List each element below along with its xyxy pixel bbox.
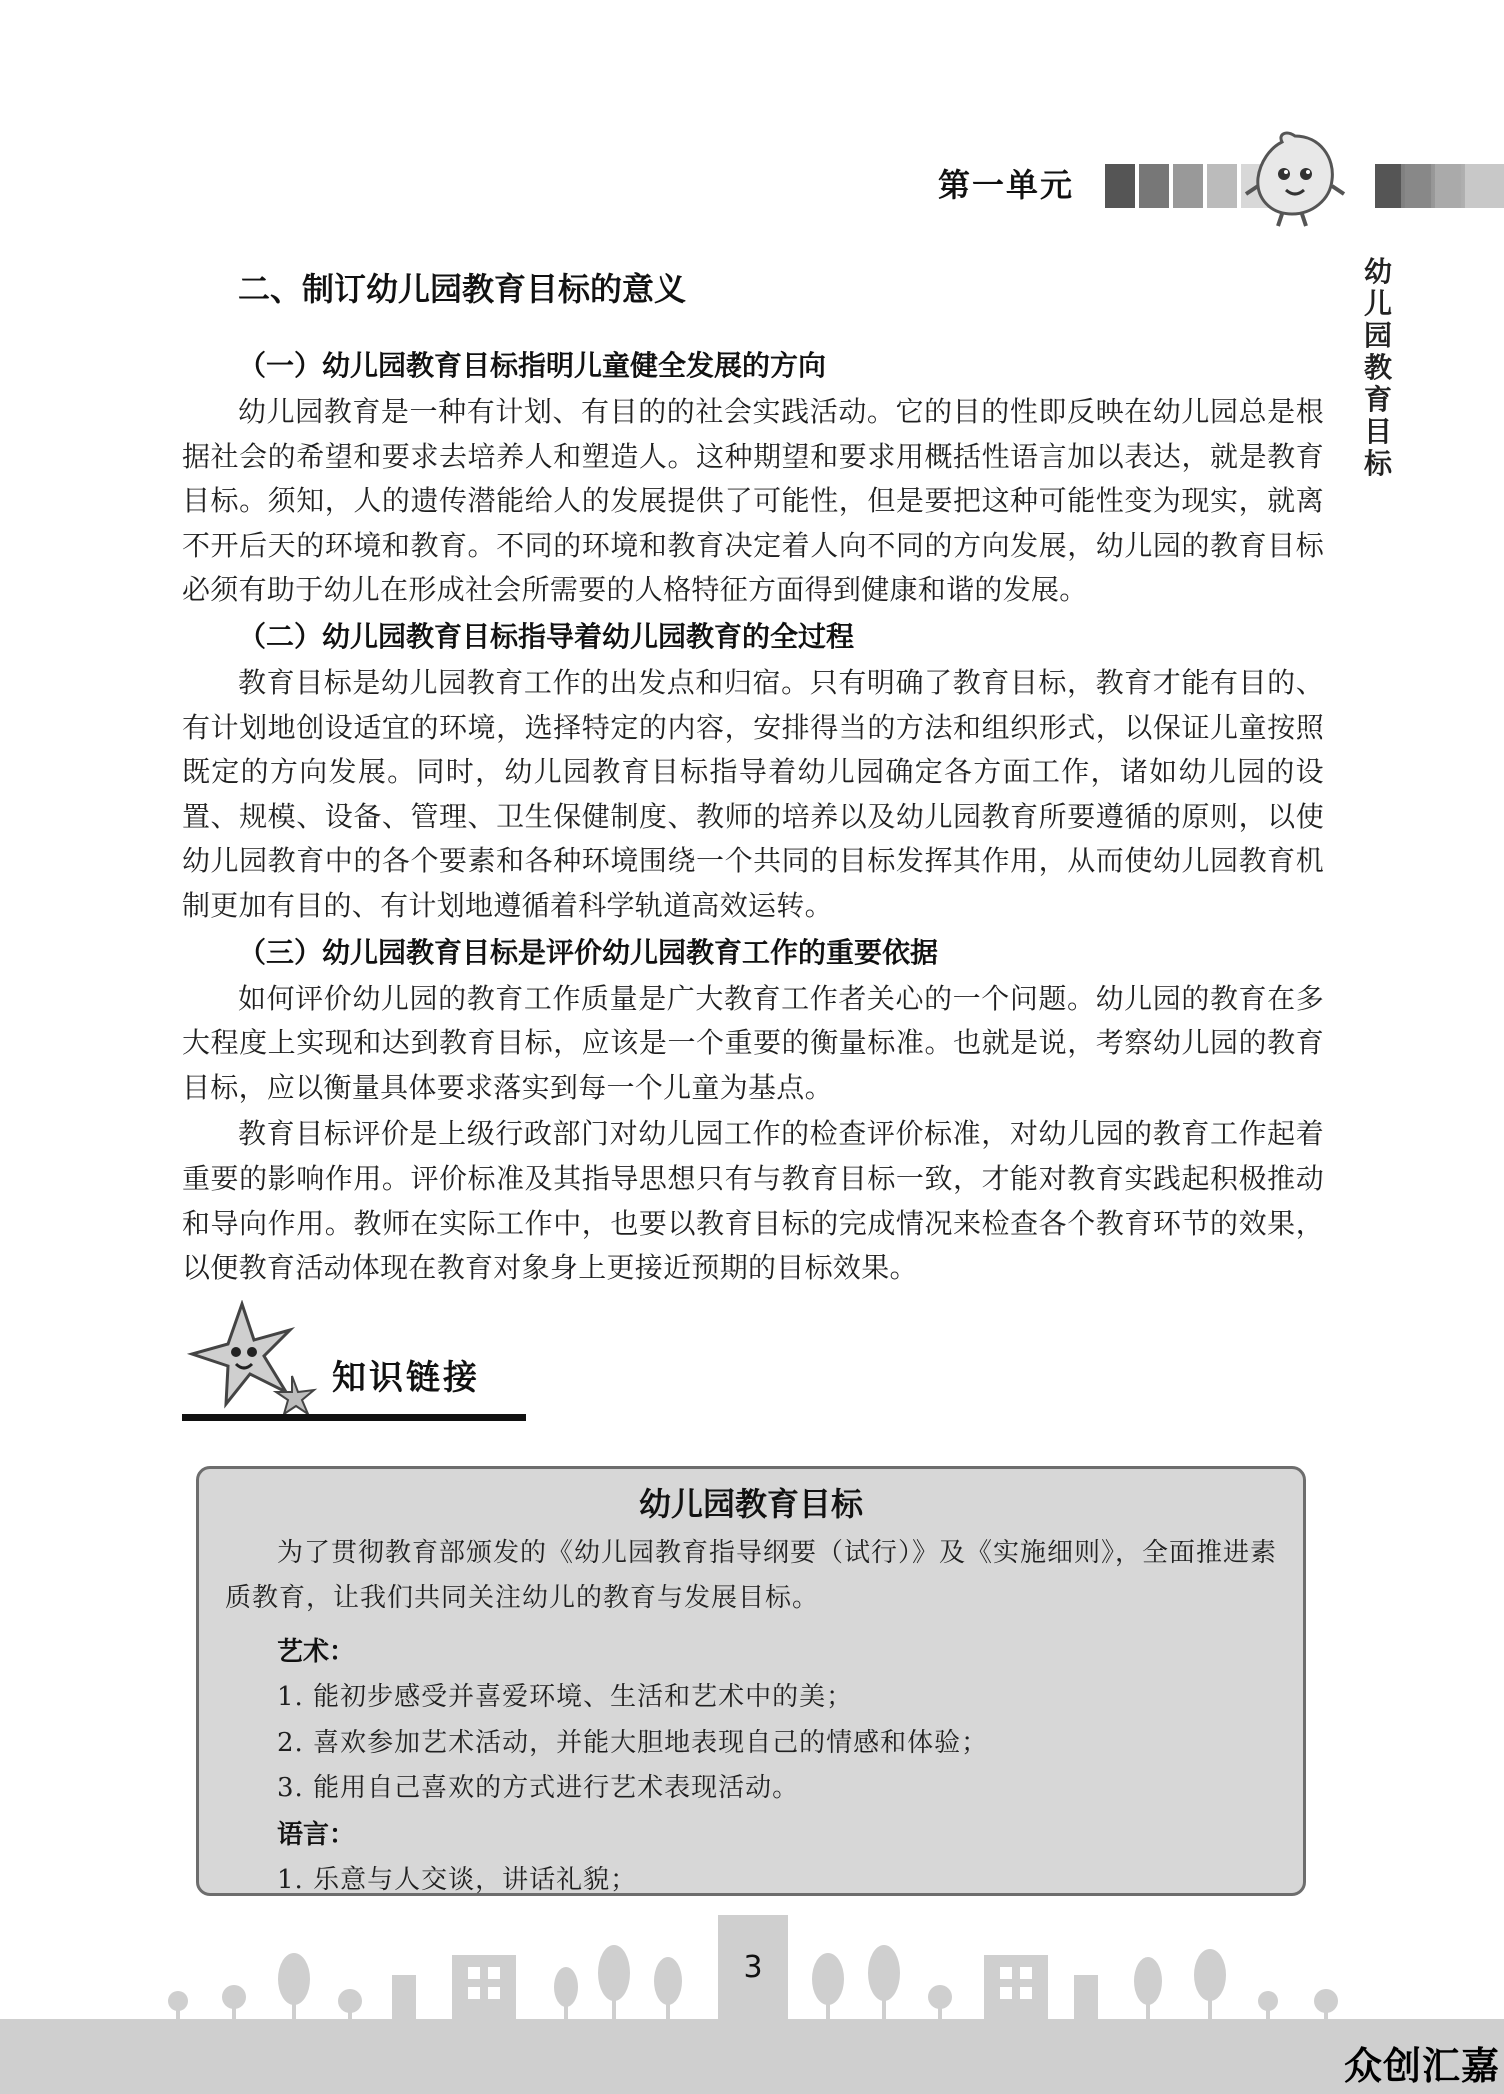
paragraph: 教育目标评价是上级行政部门对幼儿园工作的检查评价标准，对幼儿园的教育工作起着重要的影响作用。评价标准及其指导思想只有与教育目标一致，才能对教育实践起积极推动和导向作用。教师在实际工作中，也要以教育目标的完成情况来检查各个教育环节的效果，以便教育活动体现在教育对象身上更接近预期的目标效果。 xyxy=(182,1117,1324,1285)
paragraph: 教育目标是幼儿园教育工作的出发点和归宿。只有明确了教育目标，教育才能有目的、有计划地创设适宜的环境，选择特定的内容，安排得当的方法和组织形式，以保证儿童按照既定的方向发展。同时，幼儿园教育目标指导着幼儿园确定各方面工作，诸如幼儿园的设置、规模、设备、管理、卫生保健制度、教师的培养以及幼儿园教育所要遵循的原则，以使幼儿园教育中的各个要素和各种环境围绕一个共同的目标发挥其作用，从而使幼儿园教育机制更加有目的、有计划地遵循着科学轨道高效运转。 xyxy=(182,665,1324,922)
knowledge-box xyxy=(196,1466,1306,1896)
page-number: 3 xyxy=(743,1950,763,1985)
box-intro: 为了贯彻教育部颁发的《幼儿园教育指导纲要（试行）》及《实施细则》，全面推进素质教育，让我们共同关注幼儿的教育与发展目标。 xyxy=(225,1538,1278,1613)
paragraph: 幼儿园教育是一种有计划、有目的的社会实践活动。它的目的性即反映在幼儿园总是根据社会的希望和要求去培养人和塑造人。这种期望和要求用概括性语言加以表达，就是教育目标。须知，人的遗传潜能给人的发展提供了可能性，但是要把这种可能性变为现实，就离不开后天的环境和教育。不同的环境和教育决定着人向不同的方向发展，幼儿园的教育目标必须有助于幼儿在形成社会所需要的人格特征方面得到健康和谐的发展。 xyxy=(182,395,1324,607)
watermark-text: 众创汇嘉 xyxy=(1343,2044,1500,2088)
side-char: 育 xyxy=(1363,383,1392,416)
knowledge-link-header xyxy=(182,1300,526,1426)
side-char: 标 xyxy=(1363,447,1392,480)
side-chapter-title xyxy=(1358,256,1398,480)
starfish-icon xyxy=(182,1300,322,1416)
section-title: 二、制订幼儿园教育目标的意义 xyxy=(238,270,687,308)
subsection-heading: （三）幼儿园教育目标是评价幼儿园教育工作的重要依据 xyxy=(238,935,939,969)
subsection-heading: （一）幼儿园教育目标指明儿童健全发展的方向 xyxy=(238,349,827,382)
knowledge-link-title: 知识链接 xyxy=(332,1358,480,1398)
list-item: 1. 乐意与人交谈，讲话礼貌； xyxy=(277,1864,638,1895)
paragraph: 如何评价幼儿园的教育工作质量是广大教育工作者关心的一个问题。幼儿园的教育在多大程度上实现和达到教育目标，应该是一个重要的衡量标准。也就是说，考察幼儿园的教育目标，应以衡量具体要求落实到每一个儿童为基点。 xyxy=(182,981,1324,1104)
list-item: 1. 能初步感受并喜爱环境、生活和艺术中的美； xyxy=(277,1682,854,1712)
unit-label: 第一单元 xyxy=(938,166,1075,204)
category-label: 艺术： xyxy=(277,1637,356,1667)
main-content xyxy=(182,268,1324,1293)
box-title: 幼儿园教育目标 xyxy=(638,1485,863,1523)
list-item: 2. 喜欢参加艺术活动，并能大胆地表现自己的情感和体验； xyxy=(277,1727,989,1758)
side-char: 教 xyxy=(1363,351,1392,384)
side-char: 园 xyxy=(1363,319,1392,352)
list-item: 3. 能用自己喜欢的方式进行艺术表现活动。 xyxy=(277,1773,800,1803)
mascot-icon xyxy=(1240,128,1350,228)
side-char: 儿 xyxy=(1363,287,1392,320)
side-char: 幼 xyxy=(1363,255,1392,288)
side-char: 目 xyxy=(1363,415,1392,448)
divider xyxy=(182,1414,526,1421)
footer-cityscape xyxy=(0,1915,1504,2094)
category-label: 语言： xyxy=(277,1819,356,1850)
subsection-heading: （二）幼儿园教育目标指导着幼儿园教育的全过程 xyxy=(238,619,855,653)
